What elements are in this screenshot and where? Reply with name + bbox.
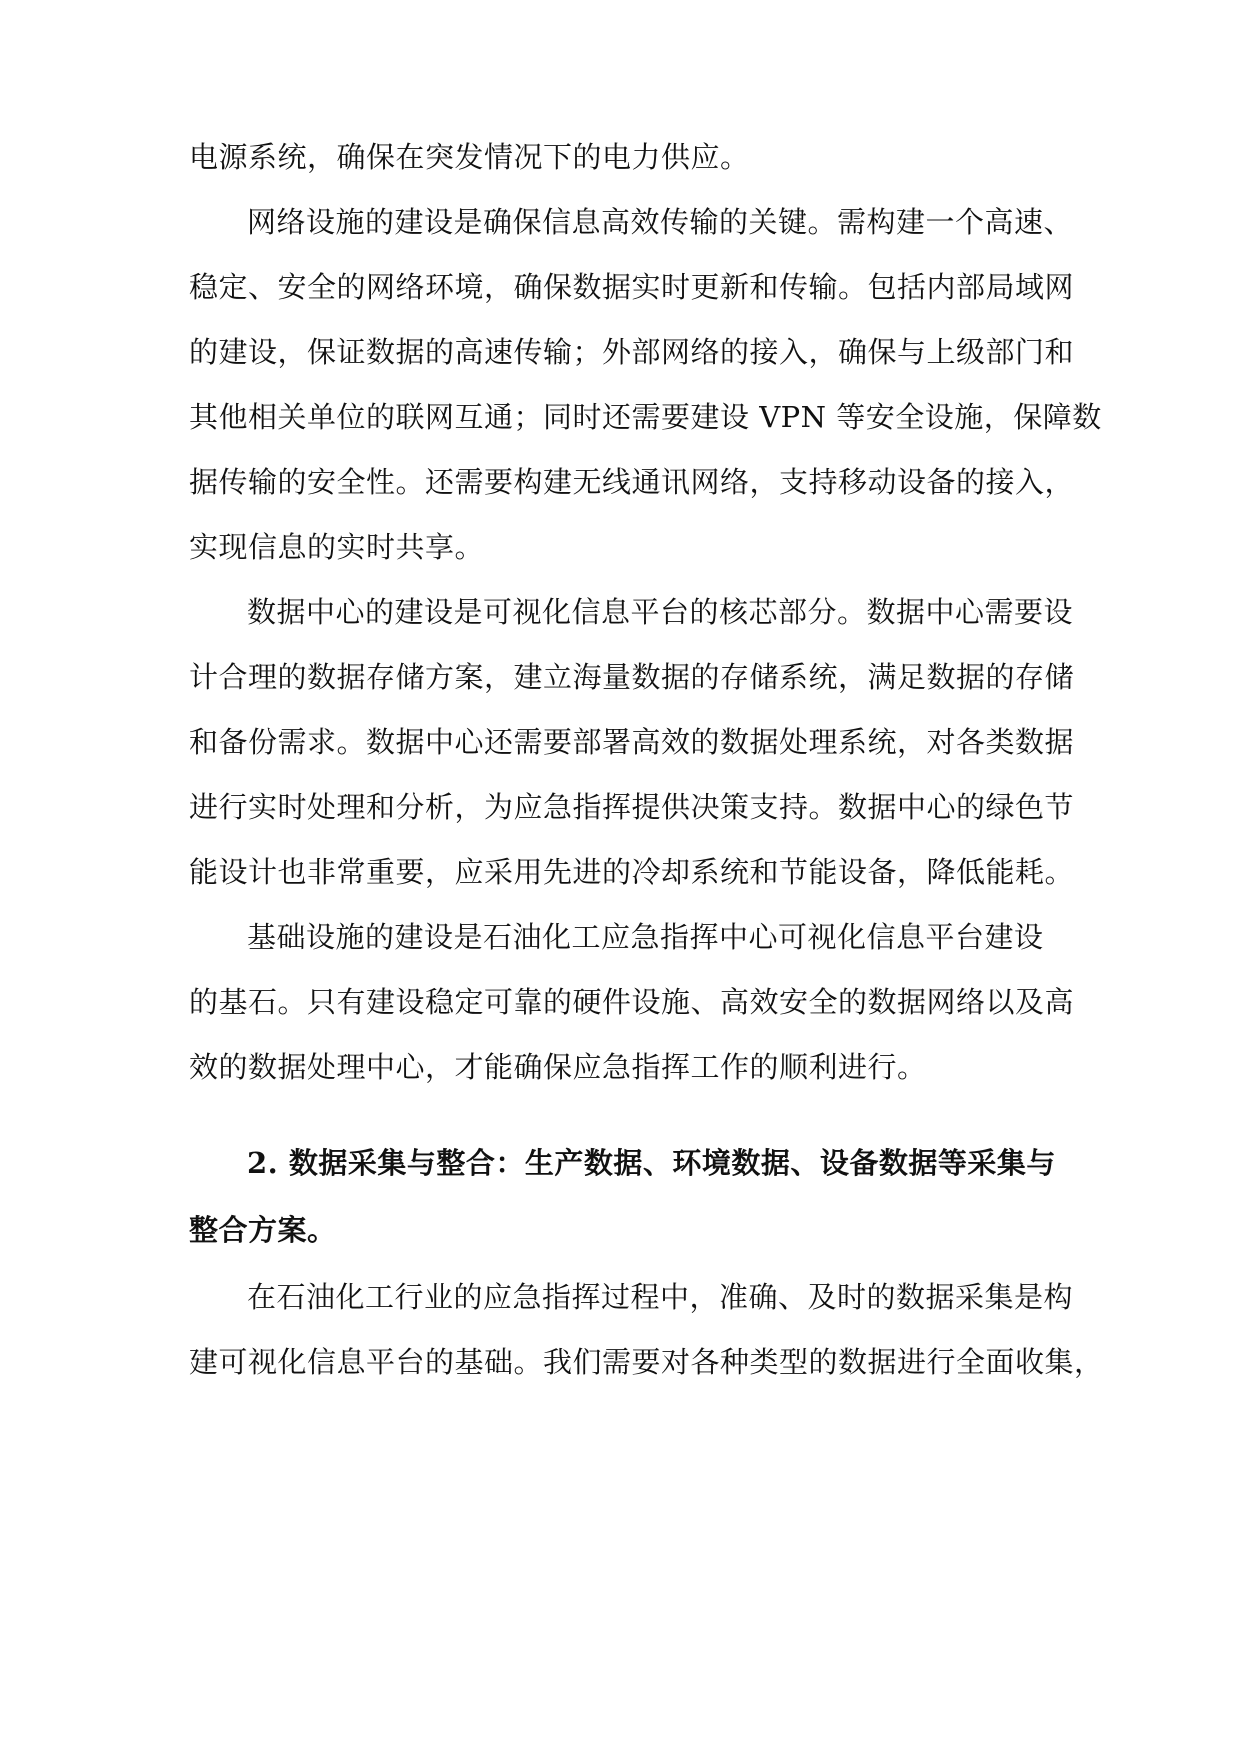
paragraph-line: 稳定、安全的网络环境，确保数据实时更新和传输。包括内部局域网 (189, 270, 1075, 304)
paragraph-line: 在石油化工行业的应急指挥过程中，准确、及时的数据采集是构 (247, 1280, 1074, 1314)
paragraph-line: 进行实时处理和分析，为应急指挥提供决策支持。数据中心的绿色节 (189, 790, 1075, 824)
paragraph-line: 和备份需求。数据中心还需要部署高效的数据处理系统，对各类数据 (189, 725, 1075, 759)
paragraph-line: 电源系统，确保在突发情况下的电力供应。 (189, 140, 750, 174)
section-heading-line: 整合方案。 (189, 1213, 337, 1247)
paragraph-line: 实现信息的实时共享。 (189, 530, 485, 564)
paragraph-line: 效的数据处理中心，才能确保应急指挥工作的顺利进行。 (189, 1050, 927, 1084)
paragraph-line: 能设计也非常重要，应采用先进的冷却系统和节能设备，降低能耗。 (189, 855, 1075, 889)
paragraph-line: 网络设施的建设是确保信息高效传输的关键。需构建一个高速、 (247, 205, 1074, 239)
paragraph-line: 基础设施的建设是石油化工应急指挥中心可视化信息平台建设 (247, 920, 1044, 954)
paragraph-line: 计合理的数据存储方案，建立海量数据的存储系统，满足数据的存储 (189, 660, 1075, 694)
paragraph-line: 数据中心的建设是可视化信息平台的核芯部分。数据中心需要设 (247, 595, 1074, 629)
paragraph-line: 建可视化信息平台的基础。我们需要对各种类型的数据进行全面收集， (189, 1345, 1104, 1379)
paragraph-line: 据传输的安全性。还需要构建无线通讯网络，支持移动设备的接入， (189, 465, 1075, 499)
section-heading-line: 2. 数据采集与整合：生产数据、环境数据、设备数据等采集与 (247, 1146, 1056, 1180)
paragraph-line: 其他相关单位的联网互通；同时还需要建设 VPN 等安全设施，保障数 (189, 400, 1102, 434)
paragraph-line: 的建设，保证数据的高速传输；外部网络的接入，确保与上级部门和 (189, 335, 1075, 369)
paragraph-line: 的基石。只有建设稳定可靠的硬件设施、高效安全的数据网络以及高 (189, 985, 1075, 1019)
